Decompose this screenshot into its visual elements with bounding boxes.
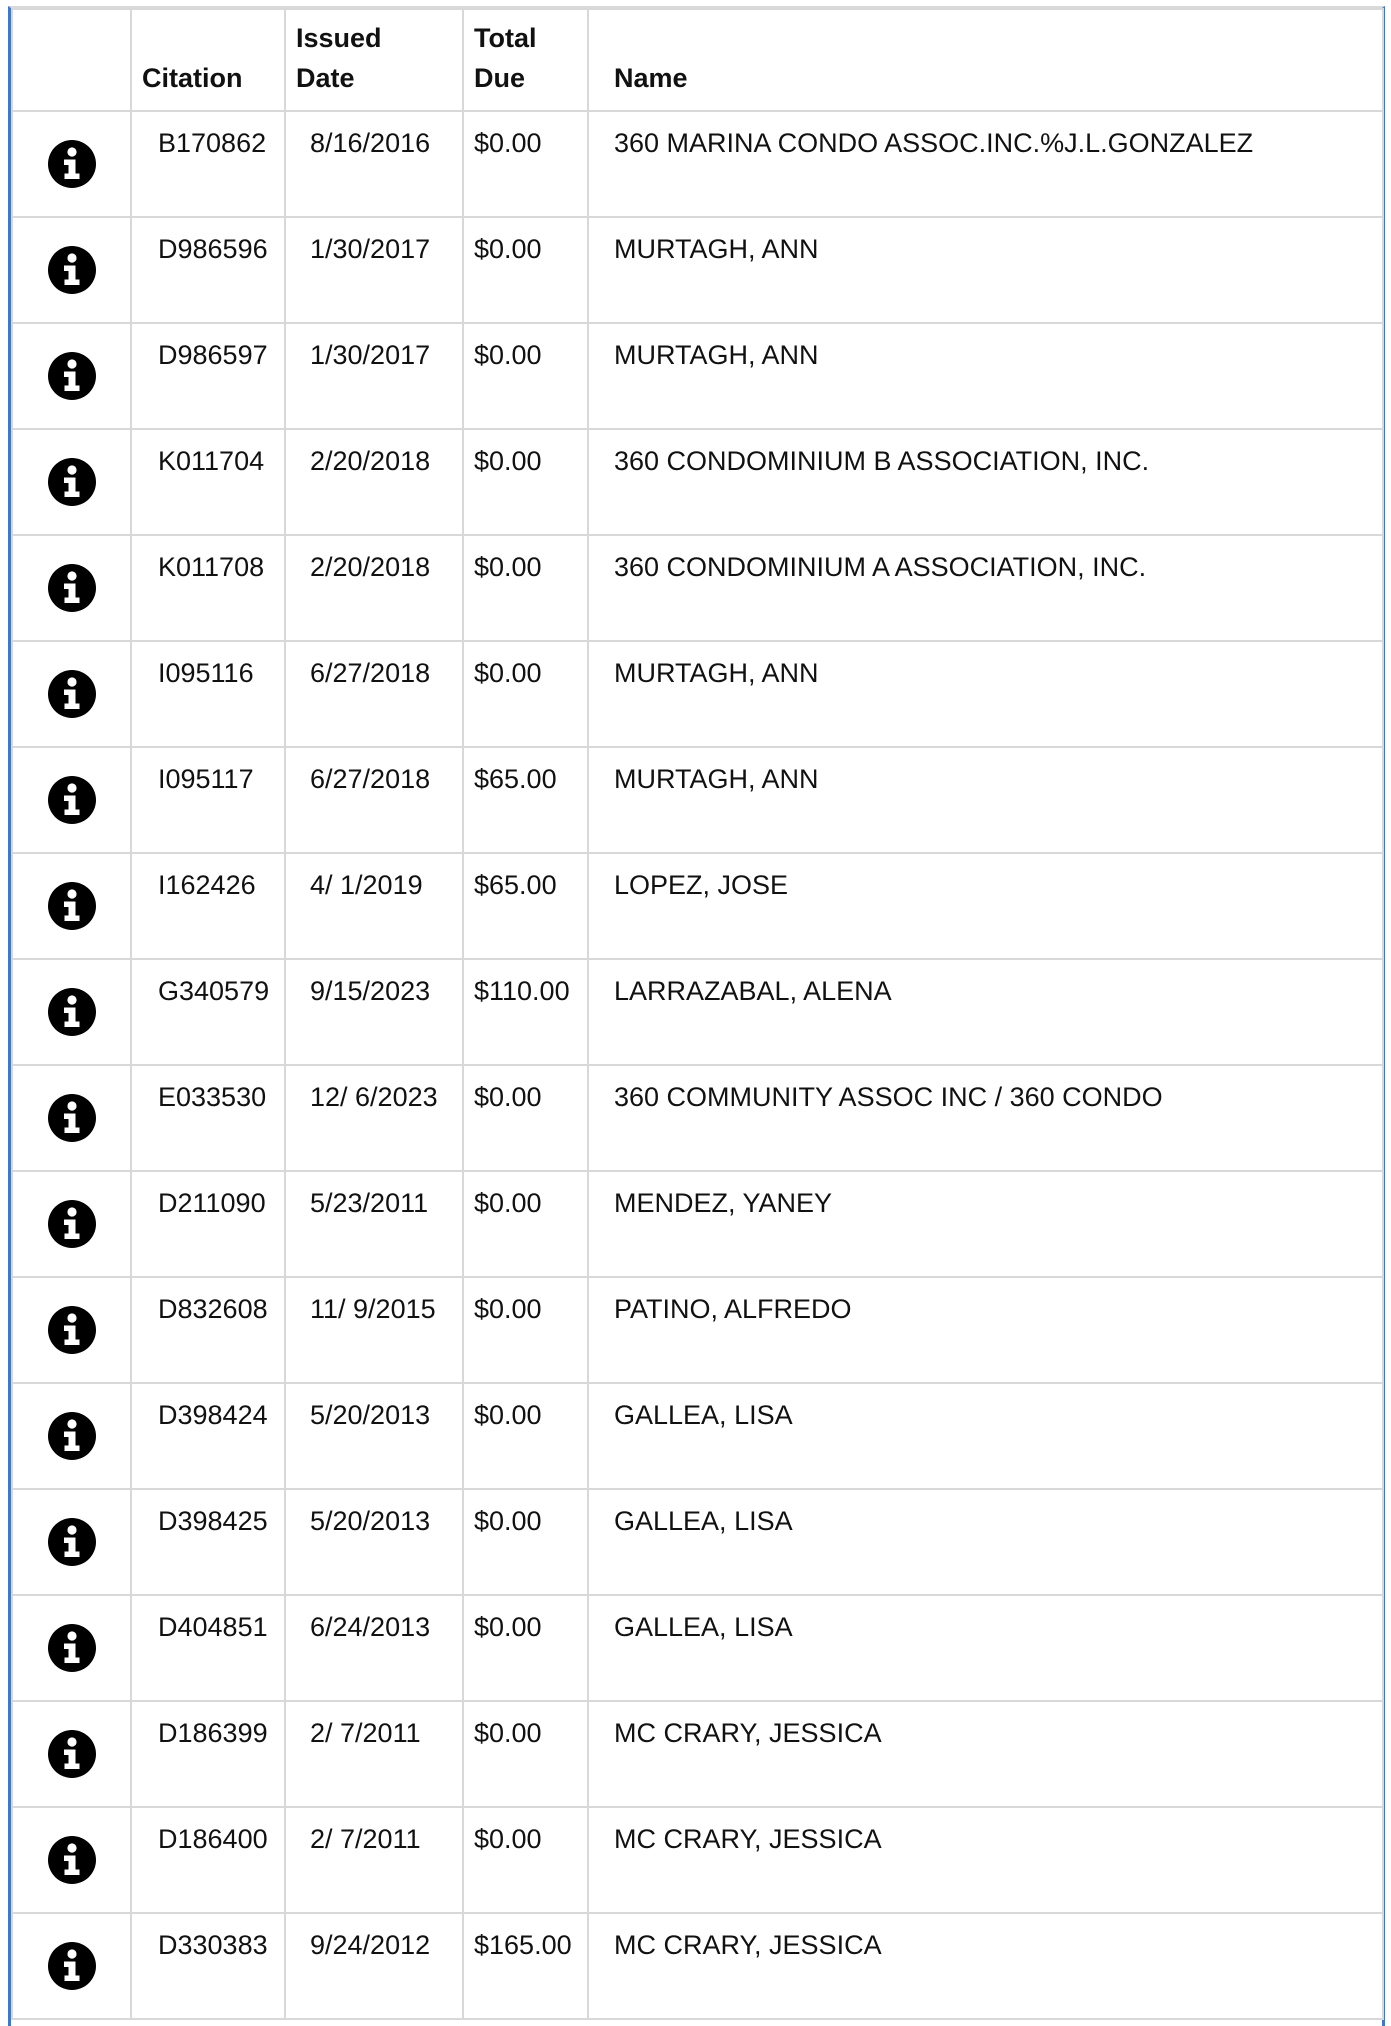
citation-cell: G340579 [131, 959, 285, 1065]
citations-frame [8, 6, 1385, 2026]
name-cell: GALLEA, LISA [588, 1489, 1383, 1595]
name-cell: MURTAGH, ANN [588, 217, 1383, 323]
citation-cell: D986597 [131, 323, 285, 429]
row-info-cell[interactable] [12, 429, 131, 535]
table-row [12, 1489, 1383, 1595]
row-info-cell[interactable] [12, 1383, 131, 1489]
header-total-due[interactable] [463, 9, 588, 111]
total-due-cell: $110.00 [463, 959, 588, 1065]
table-row [12, 1595, 1383, 1701]
info-circle-icon[interactable] [47, 1093, 97, 1143]
info-circle-icon[interactable] [47, 1835, 97, 1885]
total-due-cell: $0.00 [463, 1595, 588, 1701]
table-row [12, 1277, 1383, 1383]
issued-date-cell: 1/30/2017 [285, 217, 463, 323]
total-due-cell: $0.00 [463, 1065, 588, 1171]
info-circle-icon[interactable] [47, 775, 97, 825]
header-citation[interactable] [131, 9, 285, 111]
name-cell: 360 CONDOMINIUM B ASSOCIATION, INC. [588, 429, 1383, 535]
info-circle-icon[interactable] [47, 669, 97, 719]
name-cell: GALLEA, LISA [588, 1595, 1383, 1701]
table-row [12, 1383, 1383, 1489]
info-circle-icon[interactable] [47, 1729, 97, 1779]
table-row [12, 111, 1383, 217]
issued-date-cell: 9/24/2012 [285, 1913, 463, 2019]
total-due-cell: $65.00 [463, 853, 588, 959]
citation-cell: D986596 [131, 217, 285, 323]
issued-date-cell: 8/16/2016 [285, 111, 463, 217]
info-circle-icon[interactable] [47, 1623, 97, 1673]
citation-cell: K011704 [131, 429, 285, 535]
total-due-cell: $0.00 [463, 641, 588, 747]
row-info-cell[interactable] [12, 1595, 131, 1701]
citation-cell: D404851 [131, 1595, 285, 1701]
total-due-cell: $0.00 [463, 1171, 588, 1277]
row-info-cell[interactable] [12, 1489, 131, 1595]
name-cell: MURTAGH, ANN [588, 641, 1383, 747]
row-info-cell[interactable] [12, 641, 131, 747]
table-row [12, 1065, 1383, 1171]
info-circle-icon[interactable] [47, 457, 97, 507]
total-due-cell: $165.00 [463, 1913, 588, 2019]
total-due-cell: $0.00 [463, 535, 588, 641]
name-cell: GALLEA, LISA [588, 1383, 1383, 1489]
row-info-cell[interactable] [12, 747, 131, 853]
header-issued-line2: Date [296, 63, 355, 93]
table-row [12, 747, 1383, 853]
issued-date-cell: 6/27/2018 [285, 641, 463, 747]
table-row [12, 641, 1383, 747]
info-circle-icon[interactable] [47, 139, 97, 189]
citations-table [11, 8, 1384, 2020]
name-cell: MC CRARY, JESSICA [588, 1807, 1383, 1913]
total-due-cell: $0.00 [463, 1807, 588, 1913]
header-name-line2: Name [614, 63, 688, 93]
issued-date-cell: 5/23/2011 [285, 1171, 463, 1277]
table-row [12, 1807, 1383, 1913]
row-info-cell[interactable] [12, 1065, 131, 1171]
info-circle-icon[interactable] [47, 1941, 97, 1991]
row-info-cell[interactable] [12, 323, 131, 429]
info-circle-icon[interactable] [47, 563, 97, 613]
total-due-cell: $0.00 [463, 1489, 588, 1595]
total-due-cell: $65.00 [463, 747, 588, 853]
name-cell: MENDEZ, YANEY [588, 1171, 1383, 1277]
issued-date-cell: 2/20/2018 [285, 535, 463, 641]
table-row [12, 429, 1383, 535]
citation-cell: D330383 [131, 1913, 285, 2019]
citation-cell: D186400 [131, 1807, 285, 1913]
header-issued-line1: Issued [296, 23, 382, 53]
citation-cell: D832608 [131, 1277, 285, 1383]
header-citation-line2: Citation [142, 63, 243, 93]
row-info-cell[interactable] [12, 111, 131, 217]
issued-date-cell: 4/ 1/2019 [285, 853, 463, 959]
name-cell: LARRAZABAL, ALENA [588, 959, 1383, 1065]
row-info-cell[interactable] [12, 1807, 131, 1913]
total-due-cell: $0.00 [463, 1277, 588, 1383]
issued-date-cell: 9/15/2023 [285, 959, 463, 1065]
row-info-cell[interactable] [12, 959, 131, 1065]
name-cell: PATINO, ALFREDO [588, 1277, 1383, 1383]
row-info-cell[interactable] [12, 1701, 131, 1807]
info-circle-icon[interactable] [47, 1305, 97, 1355]
issued-date-cell: 2/ 7/2011 [285, 1701, 463, 1807]
table-row [12, 217, 1383, 323]
name-cell: MURTAGH, ANN [588, 747, 1383, 853]
issued-date-cell: 2/20/2018 [285, 429, 463, 535]
name-cell: MURTAGH, ANN [588, 323, 1383, 429]
issued-date-cell: 6/27/2018 [285, 747, 463, 853]
name-cell: 360 CONDOMINIUM A ASSOCIATION, INC. [588, 535, 1383, 641]
total-due-cell: $0.00 [463, 111, 588, 217]
total-due-cell: $0.00 [463, 323, 588, 429]
header-total-line2: Due [474, 63, 526, 93]
name-cell: 360 COMMUNITY ASSOC INC / 360 CONDO [588, 1065, 1383, 1171]
info-circle-icon[interactable] [47, 351, 97, 401]
header-issued-date[interactable] [285, 9, 463, 111]
table-row [12, 853, 1383, 959]
issued-date-cell: 2/ 7/2011 [285, 1807, 463, 1913]
table-row [12, 959, 1383, 1065]
citation-cell: D211090 [131, 1171, 285, 1277]
name-cell: MC CRARY, JESSICA [588, 1701, 1383, 1807]
row-info-cell[interactable] [12, 1913, 131, 2019]
citation-cell: I095116 [131, 641, 285, 747]
row-info-cell[interactable] [12, 217, 131, 323]
table-row [12, 1171, 1383, 1277]
total-due-cell: $0.00 [463, 1701, 588, 1807]
info-circle-icon[interactable] [47, 1411, 97, 1461]
info-circle-icon[interactable] [47, 1199, 97, 1249]
citation-cell: D186399 [131, 1701, 285, 1807]
table-header-row [12, 9, 1383, 111]
table-row [12, 323, 1383, 429]
citation-cell: B170862 [131, 111, 285, 217]
table-row [12, 1701, 1383, 1807]
issued-date-cell: 11/ 9/2015 [285, 1277, 463, 1383]
name-cell: 360 MARINA CONDO ASSOC.INC.%J.L.GONZALEZ [588, 111, 1383, 217]
citation-cell: I095117 [131, 747, 285, 853]
info-circle-icon[interactable] [47, 987, 97, 1037]
name-cell: LOPEZ, JOSE [588, 853, 1383, 959]
row-info-cell[interactable] [12, 535, 131, 641]
issued-date-cell: 6/24/2013 [285, 1595, 463, 1701]
header-icon-column [12, 9, 131, 111]
header-name[interactable] [588, 9, 1383, 111]
citation-cell: K011708 [131, 535, 285, 641]
citation-cell: I162426 [131, 853, 285, 959]
total-due-cell: $0.00 [463, 429, 588, 535]
total-due-cell: $0.00 [463, 217, 588, 323]
table-row [12, 535, 1383, 641]
info-circle-icon[interactable] [47, 881, 97, 931]
citation-cell: D398425 [131, 1489, 285, 1595]
table-row [12, 1913, 1383, 2019]
issued-date-cell: 1/30/2017 [285, 323, 463, 429]
issued-date-cell: 5/20/2013 [285, 1383, 463, 1489]
row-info-cell[interactable] [12, 853, 131, 959]
header-total-line1: Total [474, 23, 537, 53]
name-cell: MC CRARY, JESSICA [588, 1913, 1383, 2019]
issued-date-cell: 12/ 6/2023 [285, 1065, 463, 1171]
row-info-cell[interactable] [12, 1277, 131, 1383]
citation-cell: D398424 [131, 1383, 285, 1489]
info-circle-icon[interactable] [47, 245, 97, 295]
issued-date-cell: 5/20/2013 [285, 1489, 463, 1595]
total-due-cell: $0.00 [463, 1383, 588, 1489]
row-info-cell[interactable] [12, 1171, 131, 1277]
citation-cell: E033530 [131, 1065, 285, 1171]
info-circle-icon[interactable] [47, 1517, 97, 1567]
